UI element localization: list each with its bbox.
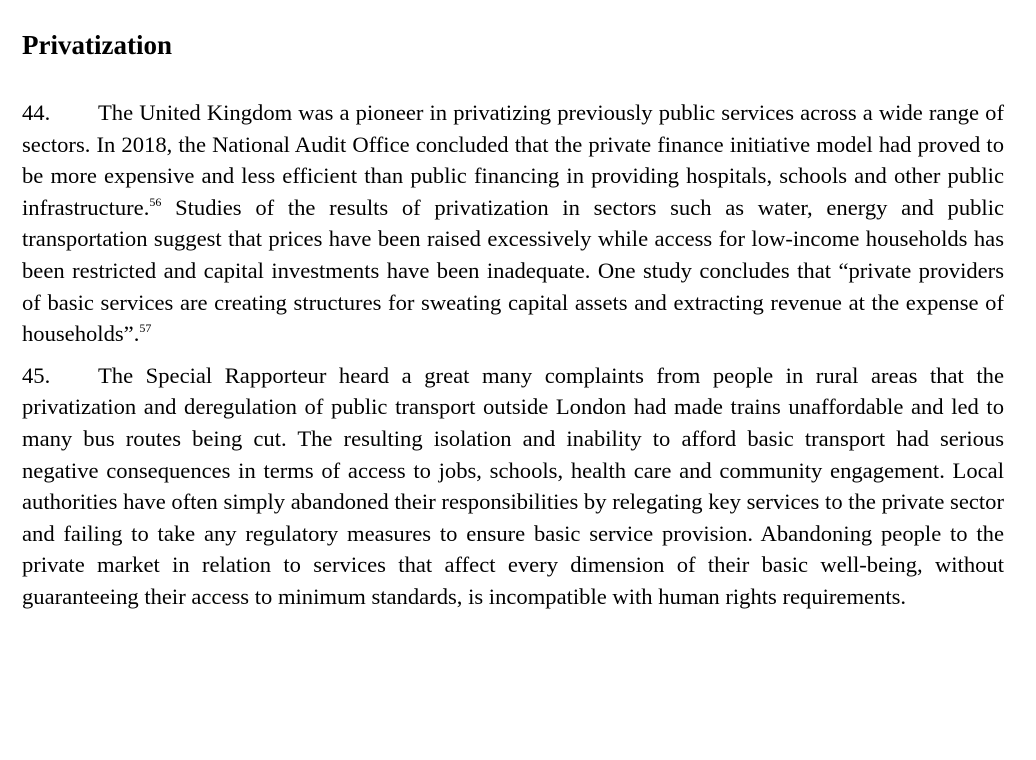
paragraph-number: 45. bbox=[22, 362, 51, 388]
paragraph-text: The Special Rapporteur heard a great many complaints from people in rural areas that the privatization and deregulation of public transport outside London had made trains unaffordable and led to many bus routes being cut. The resulting isolation and inability to afford basic transport had serious negative consequences in terms of access to jobs, schools, health care and community engagement. Local authorities have often simply abandoned their responsibilities by relegating key services to the private sector and failing to take any regulatory measures to ensure basic service provision. Abandoning people to the private market in relation to services that affect every dimension of their basic well-being, without guaranteeing their access to minimum standards, is incompatible with human rights requirements. bbox=[22, 362, 1004, 609]
document-page bbox=[22, 26, 1004, 623]
footnote-reference[interactable]: 56 bbox=[149, 194, 162, 209]
paragraph-number: 44. bbox=[22, 100, 51, 125]
paragraph-text: The United Kingdom was a pioneer in privatizing previously public services across a wide range of sectors. In 2018, the National Audit Office concluded that the private finance initiative model had proved to be more expensive and less efficient than public financing in providing hospitals, schools and other public infrastructure. bbox=[22, 100, 1004, 220]
paragraph-44 bbox=[22, 97, 1004, 350]
section-heading: Privatization bbox=[22, 30, 172, 60]
paragraph-text: Studies of the results of privatization in sectors such as water, energy and public transportation suggest that prices have been raised excessively while access for low-income households has been restricted and capital investments have been inadequate. One study concludes that “private providers of basic services are creating structures for sweating capital assets and extracting revenue at the expense of households”. bbox=[22, 194, 1004, 347]
footnote-reference[interactable]: 57 bbox=[139, 321, 152, 336]
paragraph-45 bbox=[22, 360, 1004, 613]
